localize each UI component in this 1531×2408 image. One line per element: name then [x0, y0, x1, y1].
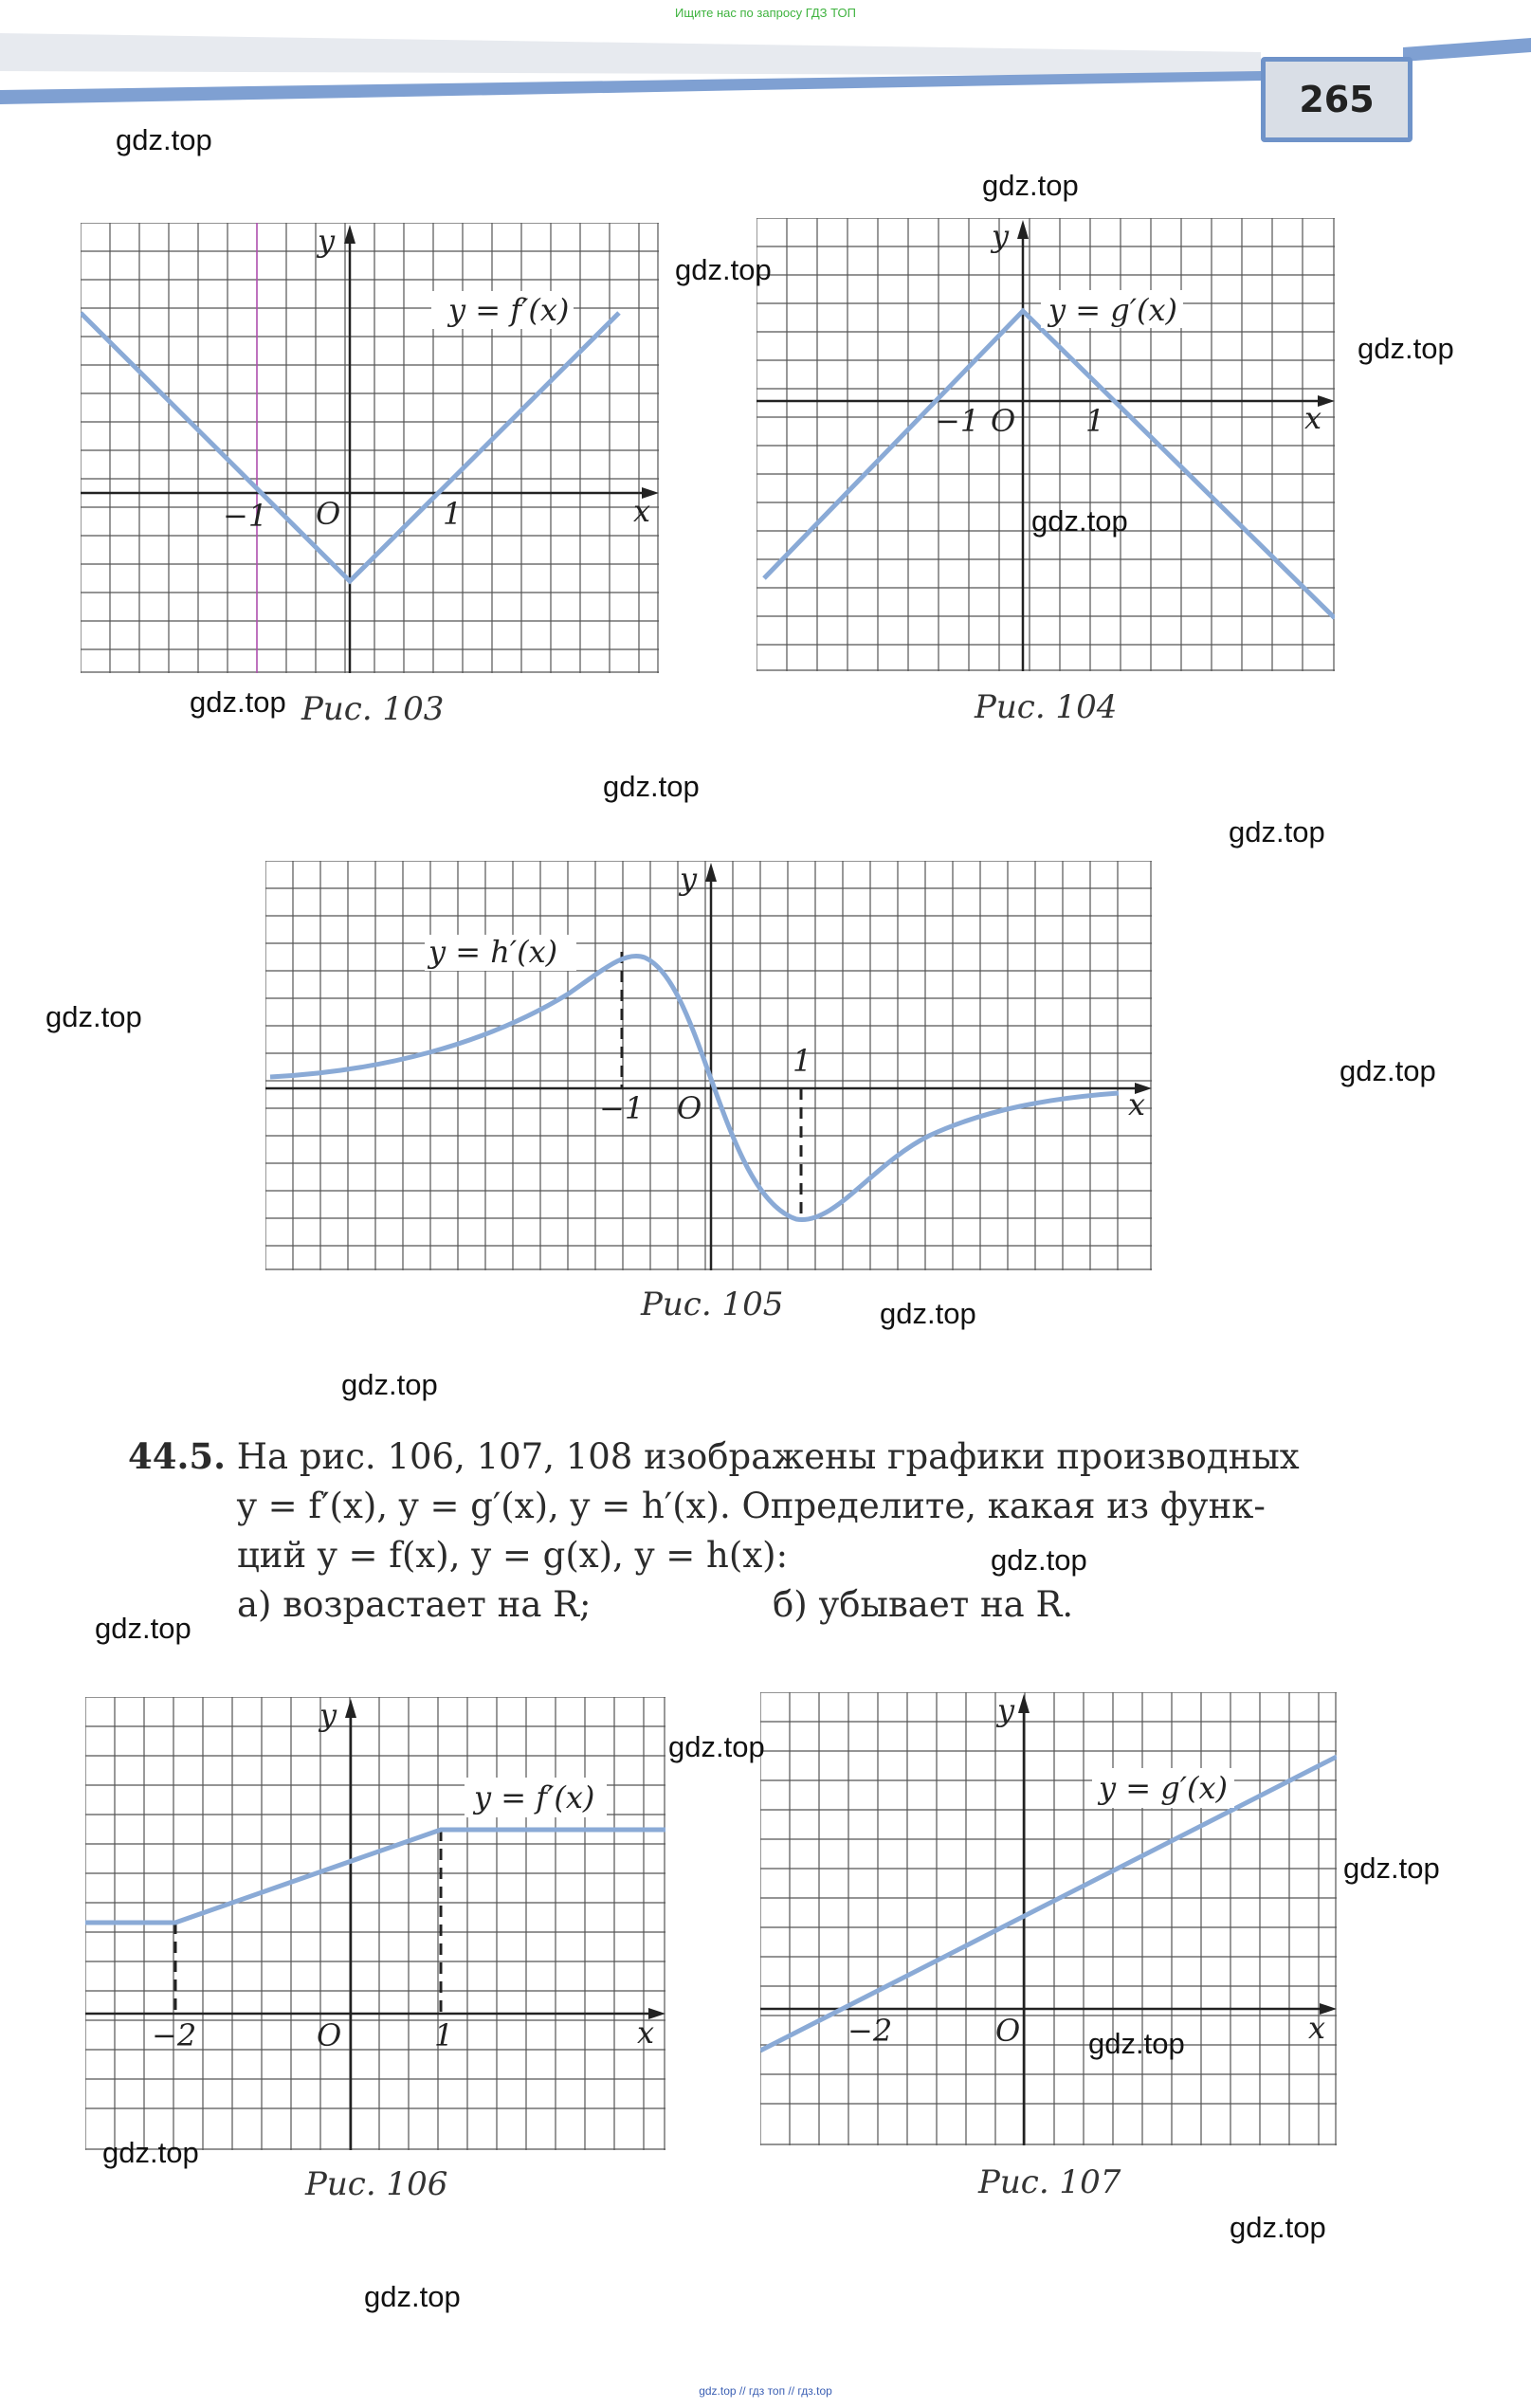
- fig106-caption: Рис. 106: [305, 2165, 448, 2203]
- problem-line-3: ций y = f(x), y = g(x), y = h(x):: [237, 1535, 789, 1576]
- watermark: gdz.top: [982, 169, 1079, 202]
- problem-44-5: [128, 1432, 1360, 1630]
- problem-line-2: y = f′(x), y = g′(x), y = h′(x). Определите, какая из функ-: [237, 1486, 1266, 1526]
- fig107-origin-label: O: [995, 2013, 1021, 2049]
- figure-107: [760, 1692, 1337, 2145]
- fig104-origin-label: O: [991, 403, 1016, 439]
- watermark: gdz.top: [95, 1612, 191, 1645]
- fig106-x-axis-label: x: [637, 2015, 655, 2051]
- fig103-tick-1: 1: [443, 496, 463, 532]
- fig103-origin-label: O: [316, 496, 341, 532]
- footer: gdz.top // гдз топ // гдз.top: [699, 2384, 832, 2398]
- fig106-origin-label: O: [317, 2017, 342, 2053]
- fig103-caption: Рис. 103: [301, 690, 445, 728]
- fig106-y-axis-label: y: [319, 1697, 337, 1733]
- option-b: б) убывает на R.: [773, 1584, 1074, 1625]
- watermark: gdz.top: [364, 2280, 461, 2313]
- fig104-tick-1: 1: [1085, 403, 1105, 439]
- fig105-curve-label: y = h′(x): [428, 934, 558, 970]
- fig103-y-axis-label: y: [318, 223, 336, 259]
- fig105-x-axis-label: x: [1128, 1086, 1146, 1122]
- fig104-caption: Рис. 104: [975, 688, 1118, 726]
- fig105-origin-label: O: [677, 1090, 702, 1126]
- fig107-tick-minus2: −2: [848, 2013, 893, 2049]
- top-note: Ищите нас по запросу ГДЗ ТОП: [675, 6, 856, 20]
- fig107-y-axis-label: y: [997, 1692, 1015, 1728]
- watermark: gdz.top: [880, 1297, 976, 1330]
- watermark: gdz.top: [1343, 1852, 1440, 1885]
- problem-text-1: На рис. 106, 107, 108 изображены графики производных: [236, 1436, 1300, 1477]
- watermark: gdz.top: [603, 770, 700, 803]
- watermark: gdz.top: [1358, 332, 1454, 365]
- fig107-curve-label: y = g′(x): [1099, 1770, 1228, 1806]
- watermark: gdz.top: [1340, 1054, 1436, 1087]
- watermark: gdz.top: [1230, 2211, 1326, 2244]
- fig105-caption: Рис. 105: [641, 1286, 784, 1323]
- fig103-tick-minus1: −1: [223, 498, 268, 534]
- fig105-tick-minus1: −1: [599, 1090, 645, 1126]
- fig104-curve-label: y = g′(x): [1048, 292, 1177, 328]
- watermark: gdz.top: [675, 253, 772, 286]
- watermark: gdz.top: [991, 1543, 1087, 1577]
- page-number: 265: [1261, 57, 1413, 142]
- fig107-x-axis-label: x: [1308, 2010, 1326, 2046]
- problem-number: 44.5.: [128, 1435, 226, 1477]
- fig105-y-axis-label: y: [680, 861, 698, 897]
- figure-106: [85, 1697, 665, 2150]
- fig104-x-axis-label: x: [1304, 400, 1322, 436]
- fig103-curve-label: y = f′(x): [448, 292, 570, 328]
- watermark: gdz.top: [190, 685, 286, 719]
- watermark: gdz.top: [668, 1730, 765, 1763]
- fig106-tick-minus2: −2: [152, 2017, 197, 2053]
- watermark: gdz.top: [1031, 504, 1128, 538]
- fig105-tick-1: 1: [793, 1043, 812, 1079]
- problem-options: [128, 1580, 1360, 1630]
- watermark: gdz.top: [116, 123, 212, 156]
- fig107-caption: Рис. 107: [978, 2163, 1121, 2201]
- watermark: gdz.top: [1088, 2027, 1185, 2060]
- fig106-curve-label: y = f′(x): [474, 1779, 595, 1815]
- fig104-tick-minus1: −1: [935, 403, 980, 439]
- option-a: а) возрастает на R;: [237, 1584, 592, 1625]
- watermark: gdz.top: [341, 1368, 438, 1401]
- watermark: gdz.top: [46, 1000, 142, 1033]
- figure-105: [265, 861, 1152, 1270]
- figure-104: [756, 218, 1335, 671]
- watermark: gdz.top: [102, 2136, 199, 2169]
- fig103-x-axis-label: x: [633, 493, 651, 529]
- figure-103: [81, 223, 659, 673]
- problem-line-1: [128, 1432, 1360, 1482]
- fig106-tick-1: 1: [434, 2017, 454, 2053]
- watermark: gdz.top: [1229, 815, 1325, 848]
- fig104-y-axis-label: y: [992, 218, 1010, 254]
